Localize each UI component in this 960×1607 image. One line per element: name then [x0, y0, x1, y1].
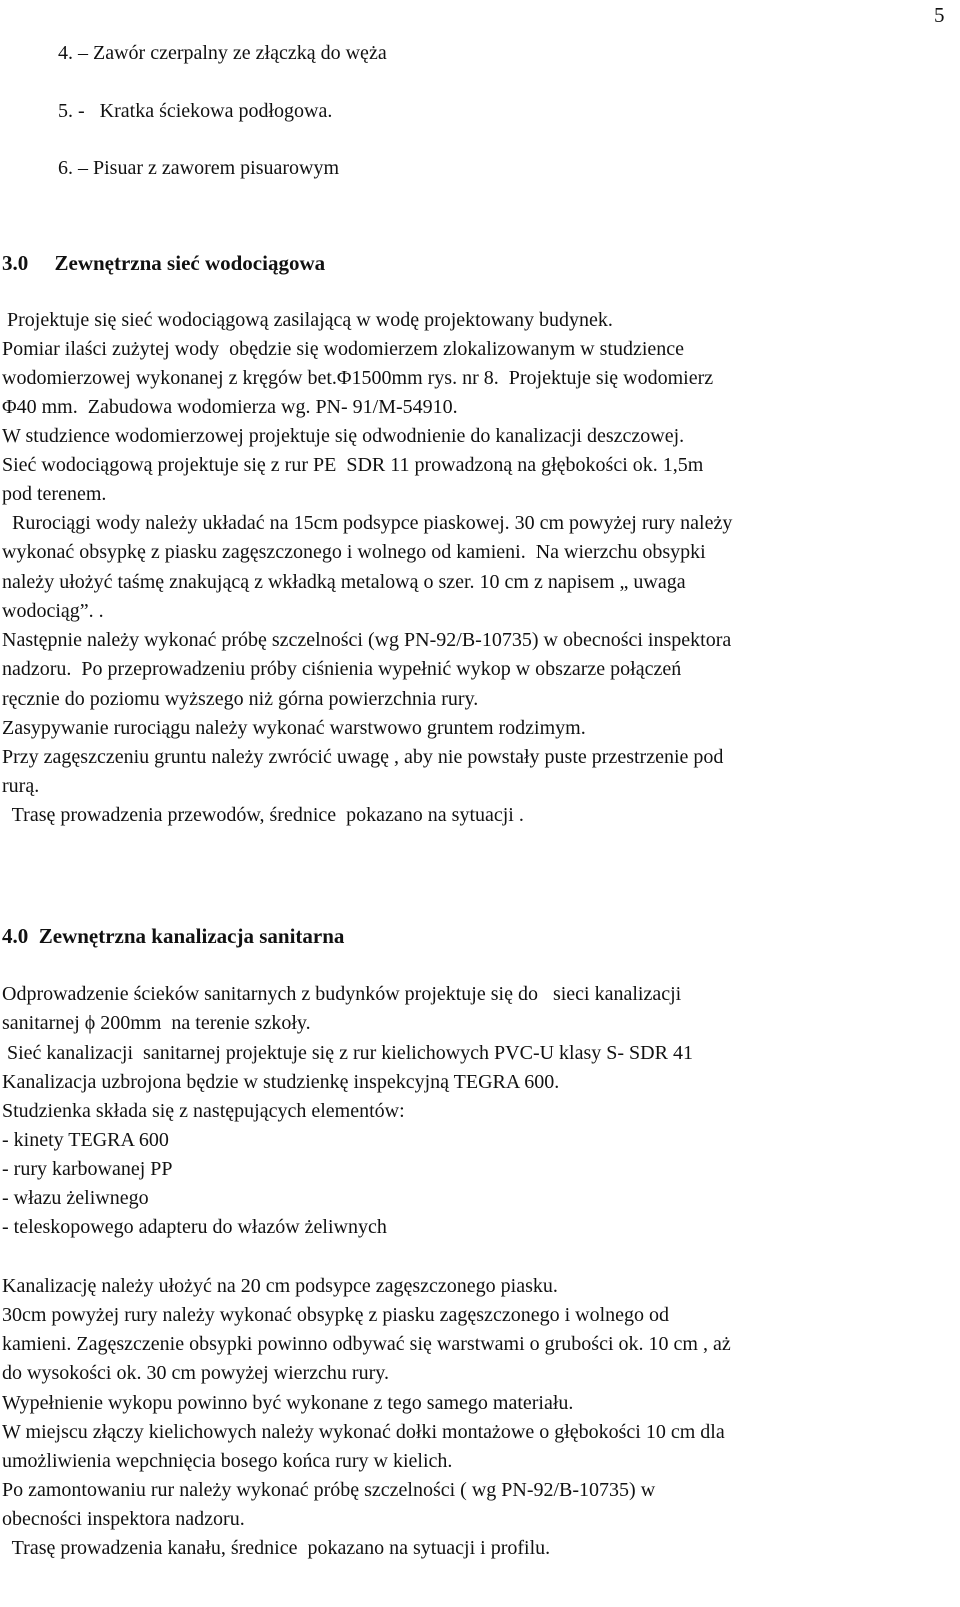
- paragraph-line: Następnie należy wykonać próbę szczelności (wg PN-92/B-10735) w obecności inspektora: [2, 629, 732, 651]
- paragraph-line: Trasę prowadzenia kanału, średnice pokazano na sytuacji i profilu.: [2, 1537, 551, 1559]
- paragraph-line: W miejscu złączy kielichowych należy wykonać dołki montażowe o głębokości 10 cm dla: [2, 1421, 725, 1443]
- paragraph-line: należy ułożyć taśmę znakującą z wkładką metalową o szer. 10 cm z napisem „ uwaga: [2, 571, 686, 593]
- paragraph-line: Φ40 mm. Zabudowa wodomierza wg. PN- 91/M-54910.: [2, 396, 458, 418]
- paragraph-line: Kanalizację należy ułożyć na 20 cm podsypce zagęszczonego piasku.: [2, 1275, 558, 1297]
- section-heading: 4.0 Zewnętrzna kanalizacja sanitarna: [2, 924, 345, 948]
- paragraph-line: wodociąg”. .: [2, 600, 104, 622]
- section-heading: 3.0 Zewnętrzna sieć wodociągowa: [2, 251, 326, 275]
- paragraph-line: - włazu żeliwnego: [2, 1187, 149, 1209]
- paragraph-line: Rurociągi wody należy układać na 15cm podsypce piaskowej. 30 cm powyżej rury należy: [2, 512, 733, 534]
- paragraph-line: - teleskopowego adapteru do włazów żeliwnych: [2, 1216, 387, 1238]
- paragraph-line: Po zamontowaniu rur należy wykonać próbę szczelności ( wg PN-92/B-10735) w: [2, 1479, 656, 1501]
- paragraph-line: Sieć wodociągową projektuje się z rur PE SDR 11 prowadzoną na głębokości ok. 1,5m: [2, 454, 704, 476]
- list-item: 4. – Zawór czerpalny ze złączką do węża: [58, 42, 387, 64]
- paragraph-line: do wysokości ok. 30 cm powyżej wierzchu rury.: [2, 1362, 389, 1384]
- paragraph-line: ręcznie do poziomu wyższego niż górna powierzchnia rury.: [2, 688, 479, 710]
- page-number: 5: [934, 3, 945, 27]
- paragraph-line: Odprowadzenie ścieków sanitarnych z budynków projektuje się do sieci kanalizacji: [2, 983, 682, 1005]
- paragraph-line: Trasę prowadzenia przewodów, średnice pokazano na sytuacji .: [2, 804, 524, 826]
- paragraph-line: 30cm powyżej rury należy wykonać obsypkę z piasku zagęszczonego i wolnego od: [2, 1304, 670, 1326]
- paragraph-line: kamieni. Zagęszczenie obsypki powinno odbywać się warstwami o grubości ok. 10 cm , aż: [2, 1333, 731, 1355]
- paragraph-line: Przy zagęszczeniu gruntu należy zwrócić uwagę , aby nie powstały puste przestrzenie pod: [2, 746, 724, 768]
- paragraph-line: Pomiar ilaści zużytej wody obędzie się wodomierzem zlokalizowanym w studzience: [2, 338, 685, 360]
- list-item: 5. - Kratka ściekowa podłogowa.: [58, 100, 333, 122]
- paragraph-line: - rury karbowanej PP: [2, 1158, 173, 1180]
- paragraph-line: Kanalizacja uzbrojona będzie w studzienkę inspekcyjną TEGRA 600.: [2, 1071, 560, 1093]
- paragraph-line: Sieć kanalizacji sanitarnej projektuje się z rur kielichowych PVC-U klasy S- SDR 41: [2, 1042, 693, 1064]
- list-item: 6. – Pisuar z zaworem pisuarowym: [58, 157, 340, 179]
- paragraph-line: - kinety TEGRA 600: [2, 1129, 169, 1151]
- paragraph-line: rurą.: [2, 775, 40, 797]
- paragraph-line: nadzoru. Po przeprowadzeniu próby ciśnienia wypełnić wykop w obszarze połączeń: [2, 658, 682, 680]
- paragraph-line: Studzienka składa się z następujących elementów:: [2, 1100, 405, 1122]
- paragraph-line: Zasypywanie rurociągu należy wykonać warstwowo gruntem rodzimym.: [2, 717, 586, 739]
- paragraph-line: wykonać obsypkę z piasku zagęszczonego i wolnego od kamieni. Na wierzchu obsypki: [2, 541, 706, 563]
- paragraph-line: Wypełnienie wykopu powinno być wykonane z tego samego materiału.: [2, 1392, 574, 1414]
- paragraph-line: obecności inspektora nadzoru.: [2, 1508, 245, 1530]
- paragraph-line: umożliwienia wepchnięcia bosego końca rury w kielich.: [2, 1450, 453, 1472]
- paragraph-line: wodomierzowej wykonanej z kręgów bet.Φ1500mm rys. nr 8. Projektuje się wodomierz: [2, 367, 714, 389]
- paragraph-line: Projektuje się sieć wodociągową zasilającą w wodę projektowany budynek.: [2, 309, 613, 331]
- paragraph-line: sanitarnej ϕ 200mm na terenie szkoły.: [2, 1012, 311, 1034]
- paragraph-line: W studzience wodomierzowej projektuje się odwodnienie do kanalizacji deszczowej.: [2, 425, 685, 447]
- paragraph-line: pod terenem.: [2, 483, 107, 505]
